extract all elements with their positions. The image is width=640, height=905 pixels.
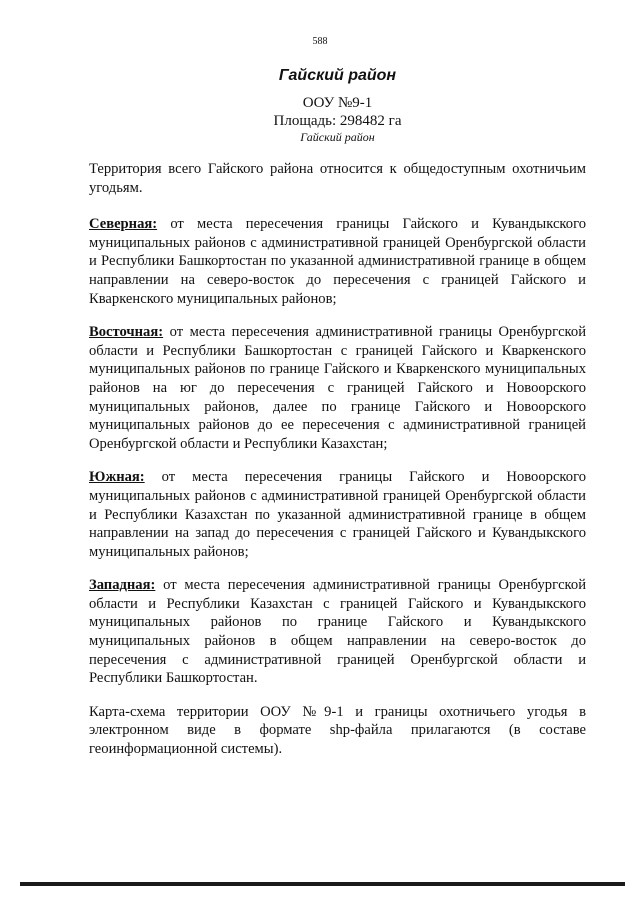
east-boundary-paragraph	[89, 323, 586, 453]
north-boundary-paragraph	[89, 215, 586, 308]
west-boundary-text: от места пересечения административной границы Оренбургской области и Республики Казахстан с границей Гайского и Кувандыкского муниципальных районов по границе Гайского и Кувандыкского муниципальных районов в общем направлении на северо-восток до пересечения с административной границей Оренбургской области и Республики Башкортостан.	[89, 577, 586, 687]
south-boundary-label: Южная:	[89, 469, 145, 486]
page-number: 588	[312, 36, 328, 47]
south-boundary-paragraph	[89, 468, 586, 561]
plot-region: Гайский район	[300, 130, 375, 144]
district-title: Гайский район	[278, 67, 397, 84]
east-boundary-label: Восточная:	[89, 324, 164, 341]
footer-rule	[20, 882, 625, 886]
west-boundary-paragraph	[89, 576, 586, 688]
north-boundary-label: Северная:	[89, 216, 158, 233]
document-body	[89, 160, 586, 774]
south-boundary-text: от места пересечения границы Гайского и Новоорского муниципальных районов с административной границей Оренбургской области и Республики Казахстан по указанной административной границе в общем направлении на запад до пересечения с границей Гайского и Кувандыкского муниципальных районов;	[89, 469, 586, 560]
north-boundary-text: от места пересечения границы Гайского и Кувандыкского муниципальных районов с административной границей Оренбургской области и Республики Башкортостан по указанной административной границе в общем направлении на северо-восток до пересечения с границей Гайского и Кваркенского муниципальных районов;	[89, 216, 586, 307]
intro-paragraph: Территория всего Гайского района относится к общедоступным охотничьим угодьям.	[89, 161, 586, 196]
plot-area: Площадь: 298482 га	[273, 113, 402, 129]
closing-paragraph: Карта-схема территории ООУ №9-1 и границы охотничьего угодья в электронном виде в формате shp-файла прилагаются (в составе геоинформационной системы).	[89, 703, 586, 758]
west-boundary-label: Западная:	[89, 577, 156, 594]
east-boundary-text: от места пересечения административной границы Оренбургской области и Республики Башкортостан с границей Гайского и Кваркенского муниципальных районов по границе Гайского и Кваркенского муниципальных районов на юг до пересечения с границей Гайского и Новоорского муниципальных районов, далее по границе Гайского и Новоорского муниципальных районов до ее пересечения с административной границей Оренбургской области и Республики Казахстан;	[89, 324, 586, 452]
document-header	[0, 66, 640, 145]
plot-id: ООУ №9-1	[302, 95, 373, 111]
